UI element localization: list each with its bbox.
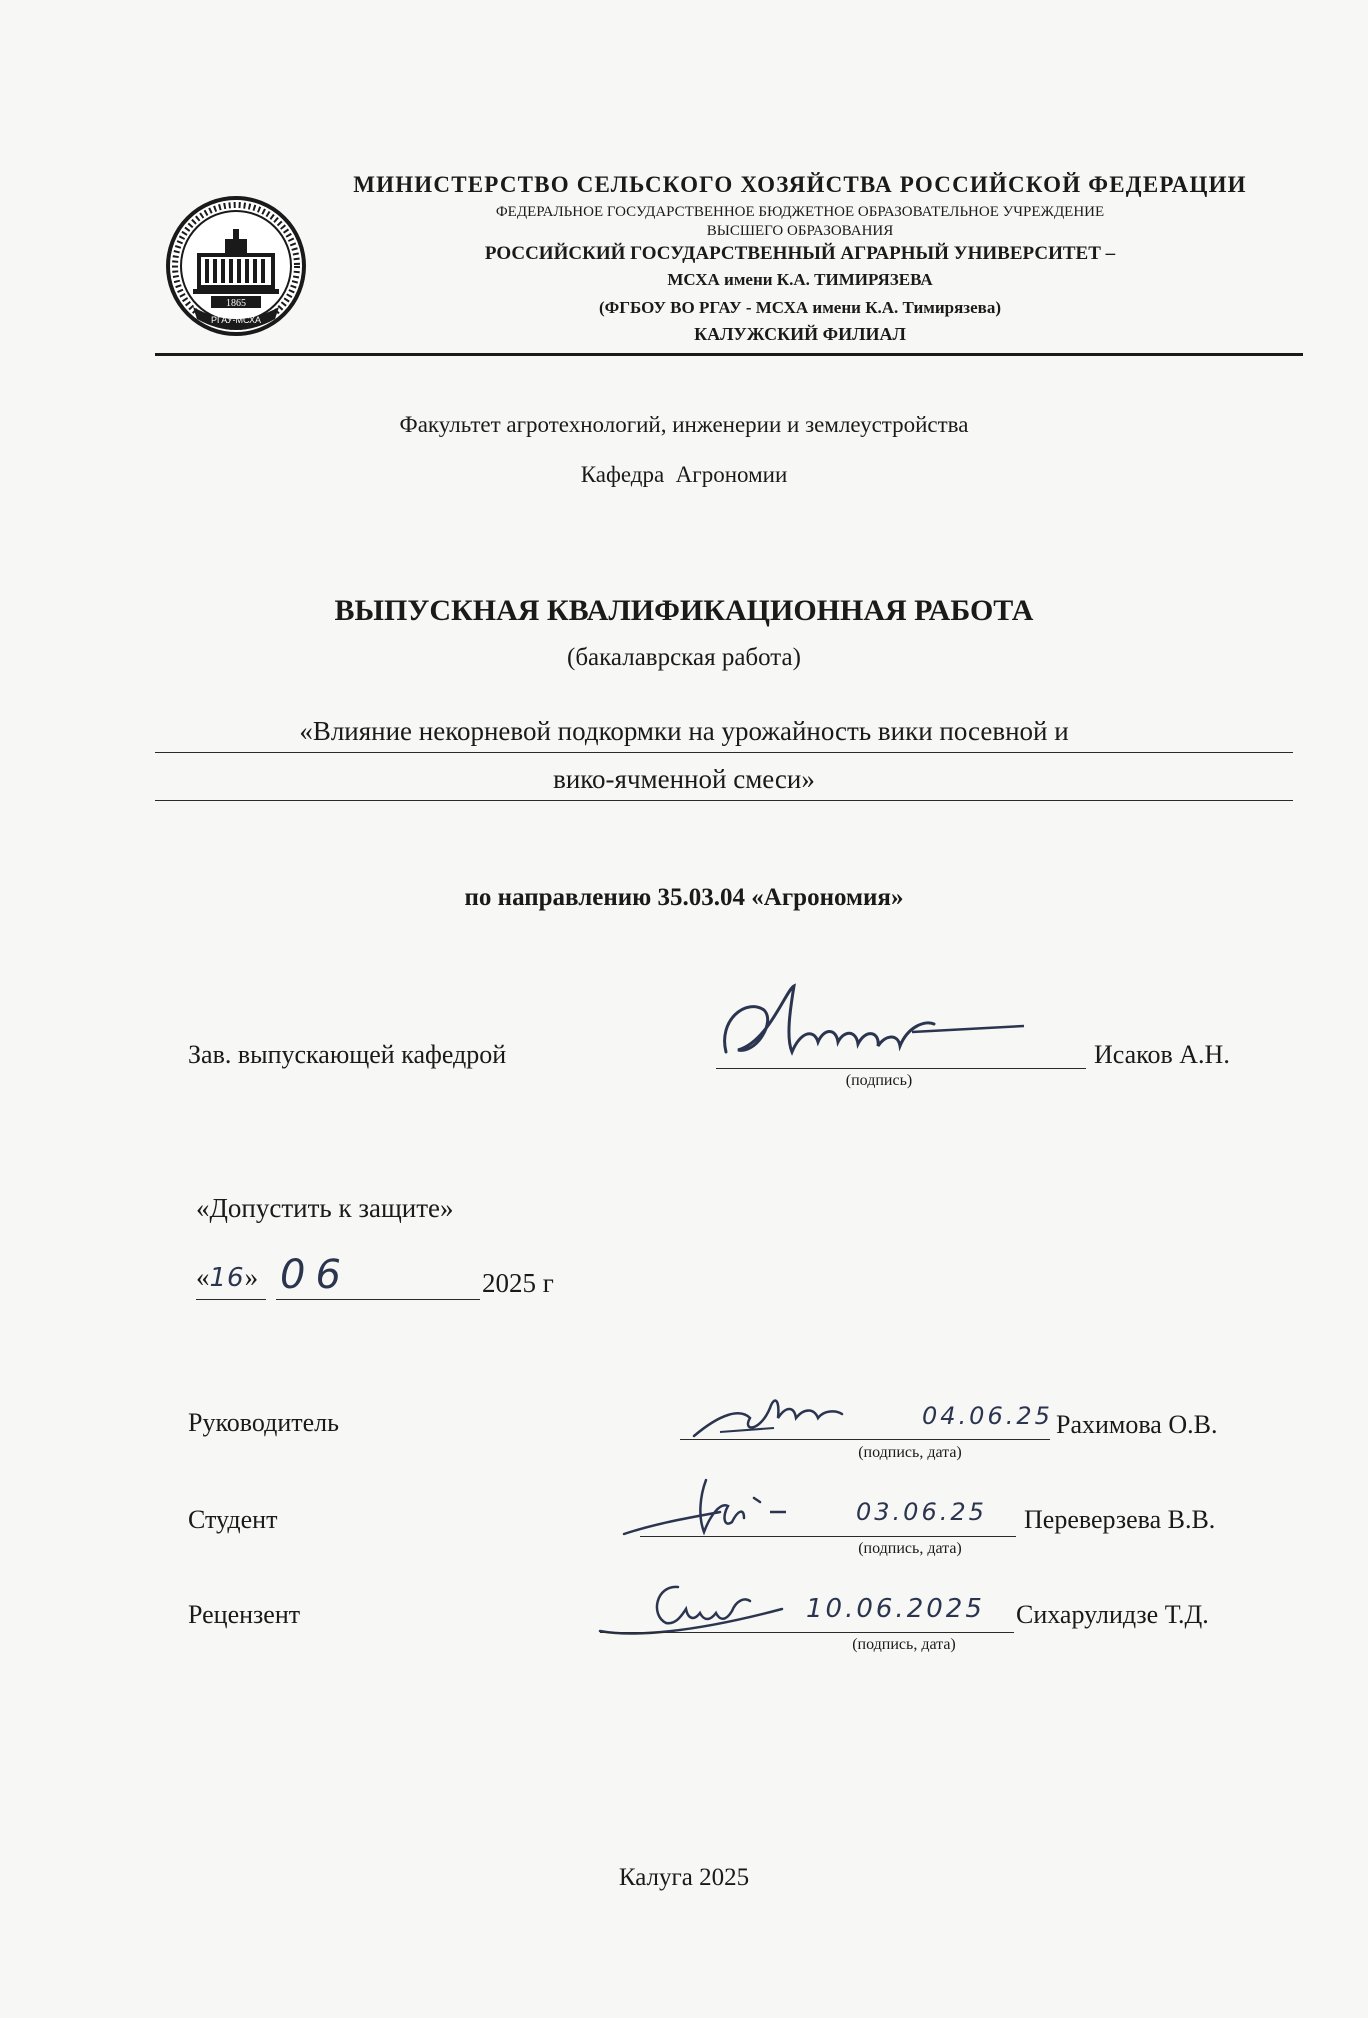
admission-day: 16 [209,1263,245,1293]
admission-month: 06 [280,1252,351,1298]
reviewer-date: 10.06.2025 [806,1594,985,1624]
topic-underline-2 [155,800,1293,801]
branch-name: КАЛУЖСКИЙ ФИЛИАЛ [694,324,906,344]
institution-type-line-2: ВЫСШЕГО ОБРАЗОВАНИЯ [706,223,894,239]
faculty: Факультет агротехнологий, инженерии и землеустройства [399,412,969,437]
student-caption: (подпись, дата) [858,1540,962,1557]
city-year: Калуга 2025 [618,1864,750,1891]
header-divider [155,353,1303,356]
head-signature-line [716,1068,1086,1069]
supervisor-signature-line [680,1439,1050,1440]
department: Кафедра Агрономии [580,462,788,487]
institution-type-line-1: ФЕДЕРАЛЬНОЕ ГОСУДАРСТВЕННОЕ БЮДЖЕТНОЕ ОБРАЗОВАТЕЛЬНОЕ УЧРЕЖДЕНИЕ [495,204,1105,220]
logo-year: 1865 [226,298,246,309]
admission-text: «Допустить к защите» [196,1193,454,1223]
university-logo [165,195,307,337]
university-abbreviation: (ФГБОУ ВО РГАУ - МСХА имени К.А. Тимирязева) [598,298,1002,317]
head-signature-caption: (подпись) [845,1072,913,1089]
reviewer-signature-line [600,1632,1014,1633]
student-signature-line [640,1536,1016,1537]
student-label: Студент [188,1505,278,1534]
admission-year: 2025 г [482,1268,554,1298]
head-signature [716,980,1026,1070]
supervisor-caption: (подпись, дата) [858,1444,962,1461]
university-name-line-2: МСХА имени К.А. ТИМИРЯЗЕВА [667,270,933,289]
work-title: ВЫПУСКНАЯ КВАЛИФИКАЦИОННАЯ РАБОТА [334,594,1034,627]
supervisor-label: Руководитель [188,1408,339,1437]
head-name: Исаков А.Н. [1094,1040,1230,1069]
reviewer-signature [592,1575,792,1647]
reviewer-caption: (подпись, дата) [852,1636,956,1653]
admission-day-underline [196,1299,266,1300]
student-name: Переверзева В.В. [1024,1505,1216,1534]
admission-date [196,1262,258,1302]
reviewer-label: Рецензент [188,1600,301,1629]
reviewer-name: Сихарулидзе Т.Д. [1016,1600,1209,1629]
supervisor-signature [690,1388,870,1444]
supervisor-date: 04.06.25 [922,1402,1053,1430]
ministry-heading: МИНИСТЕРСТВО СЕЛЬСКОГО ХОЗЯЙСТВА РОССИЙСКОЙ ФЕДЕРАЦИИ [353,172,1247,197]
study-direction: по направлению 35.03.04 «Агрономия» [464,884,904,911]
admission-month-underline [276,1299,480,1300]
work-subtitle: (бакалаврская работа) [567,644,801,671]
topic-line-1: «Влияние некорневой подкормки на урожайность вики посевной и [299,716,1069,746]
admission-close-quote: » [244,1262,259,1292]
topic-underline-1 [155,752,1293,753]
head-label: Зав. выпускающей кафедрой [188,1040,507,1069]
admission-open-quote: « [196,1262,210,1292]
logo-ribbon: РГАУ-МСХА [210,315,262,325]
student-date: 03.06.25 [856,1498,987,1526]
topic-line-2: вико-ячменной смеси» [553,764,815,794]
student-signature [620,1472,800,1546]
university-name-line-1: РОССИЙСКИЙ ГОСУДАРСТВЕННЫЙ АГРАРНЫЙ УНИВЕРСИТЕТ – [484,243,1116,264]
supervisor-name: Рахимова О.В. [1056,1410,1218,1439]
